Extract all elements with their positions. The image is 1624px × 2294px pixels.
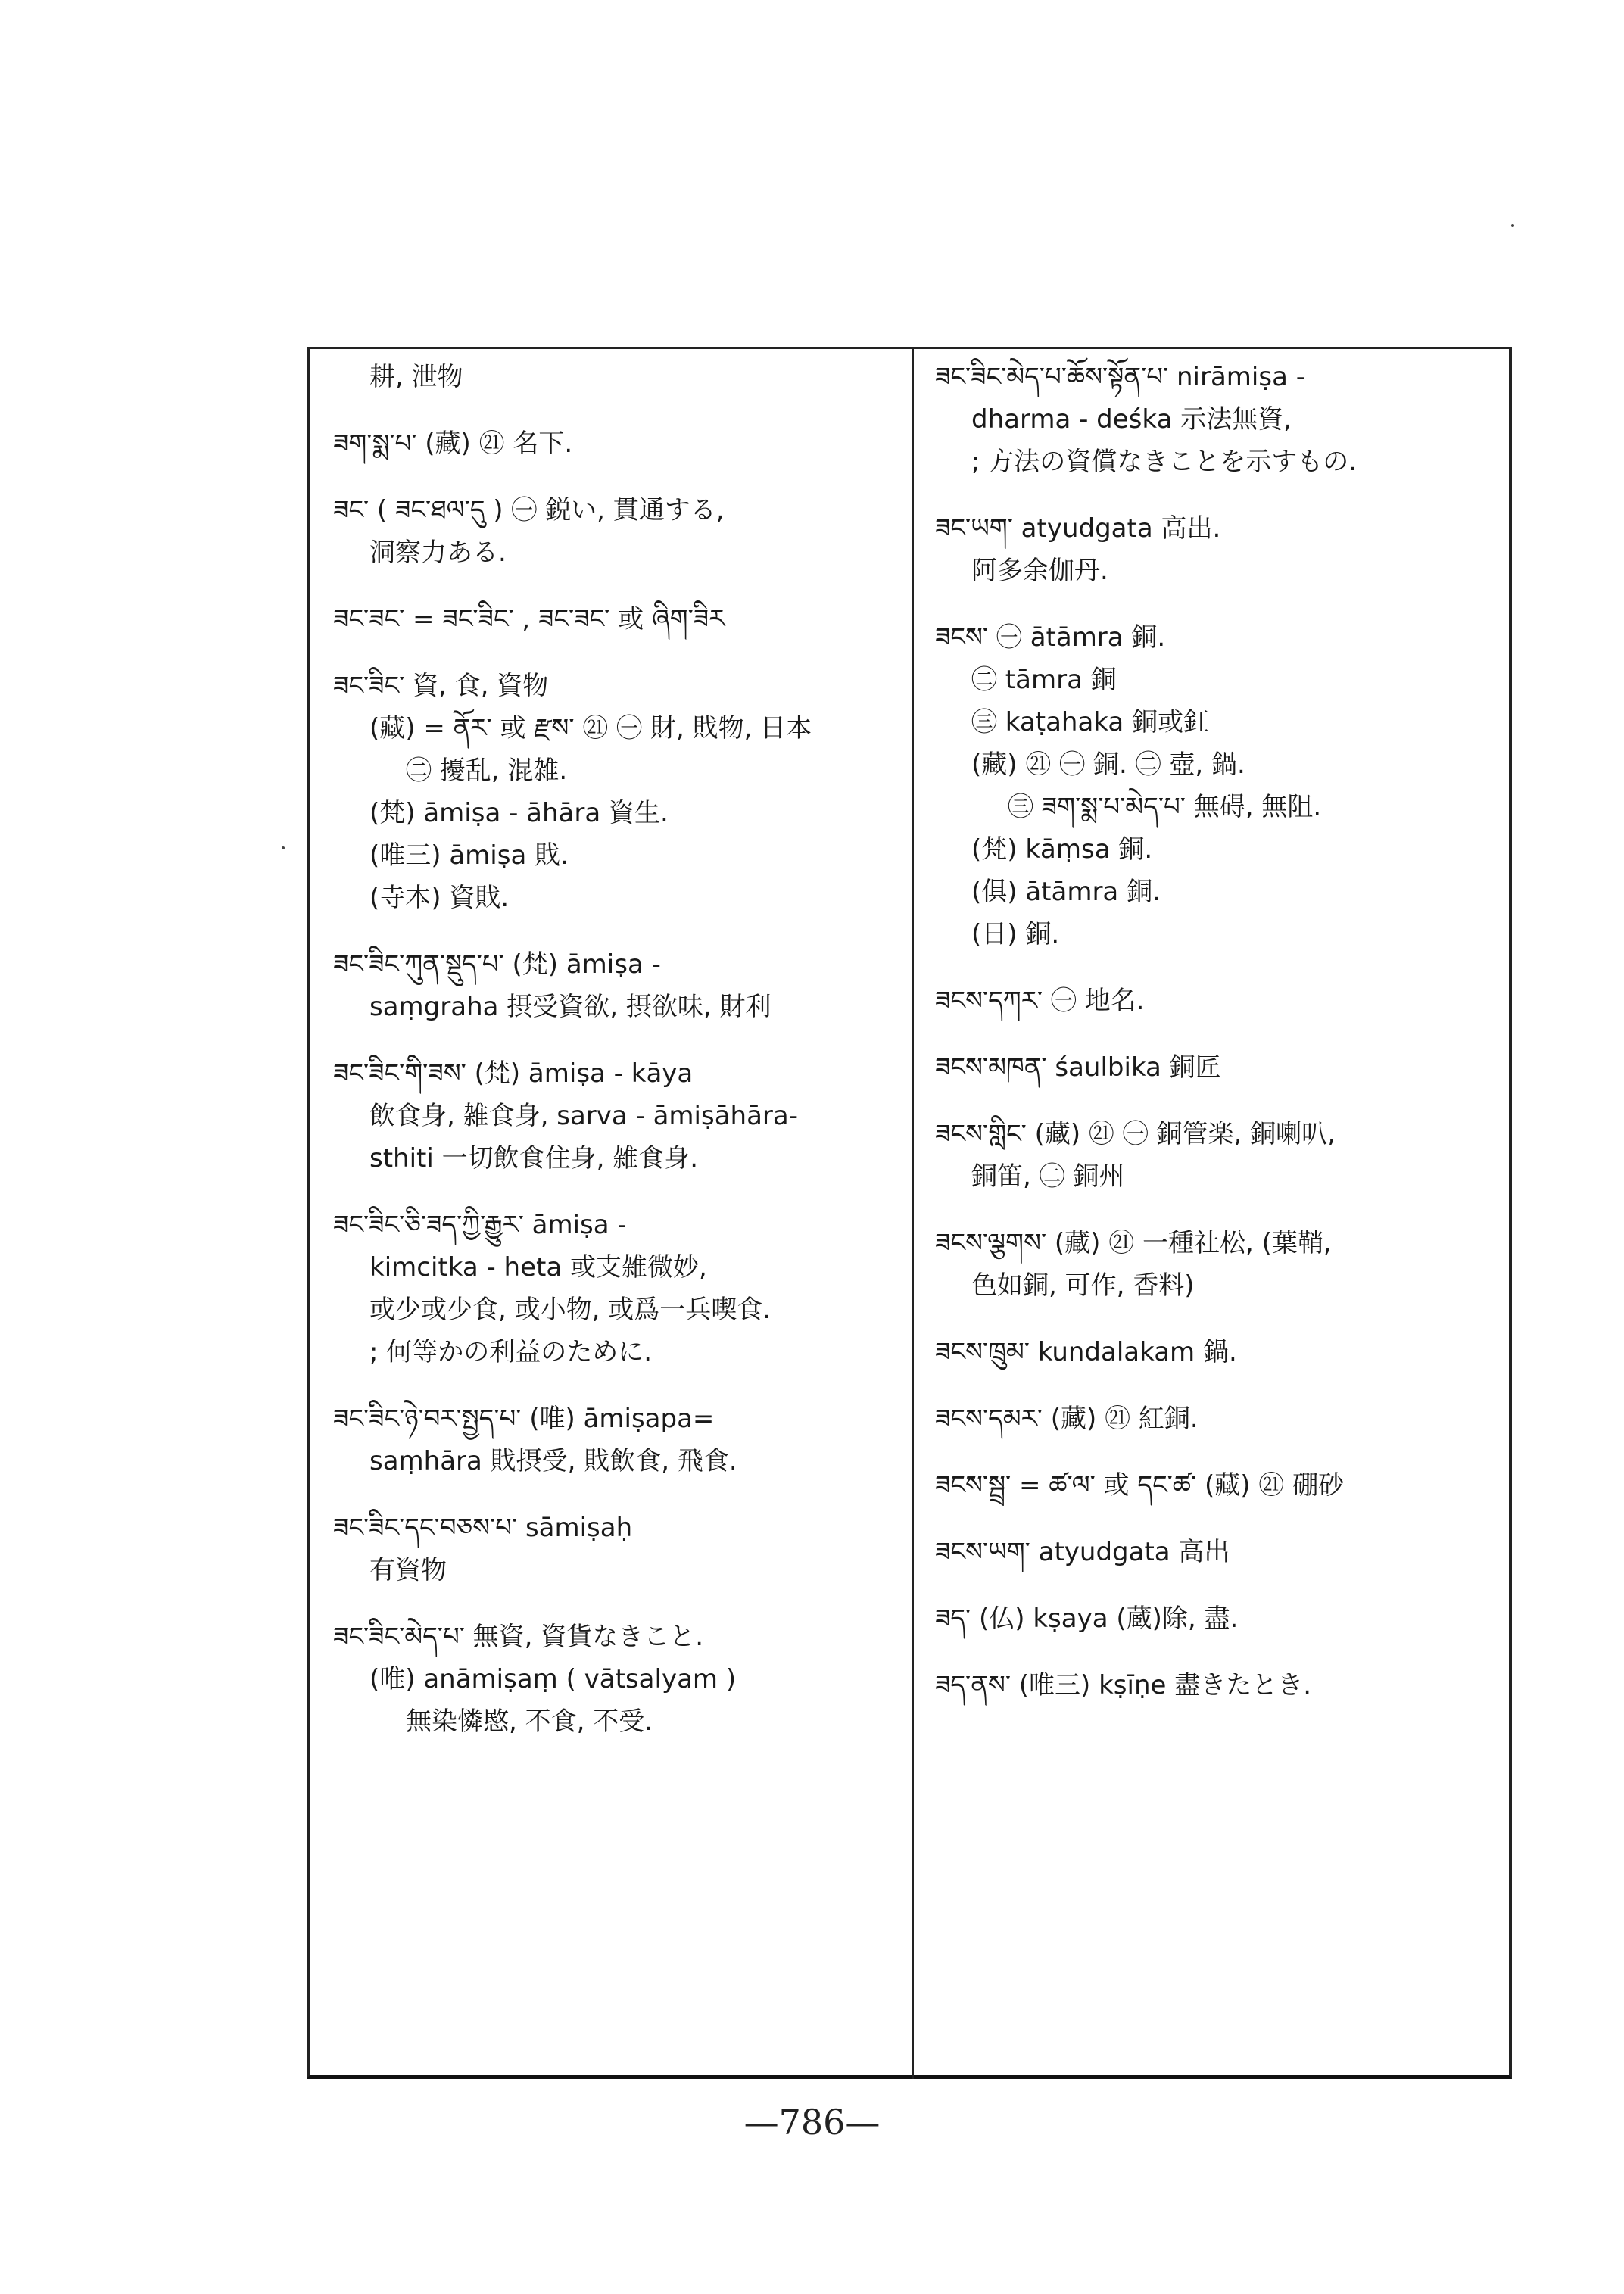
left-column	[333, 356, 893, 1767]
entry-headword-line: ཟངས་ཡག་ atyudgata 高出	[935, 1537, 1230, 1567]
entry-gloss-line: ㊁ 擾乱, 混雑.	[406, 756, 568, 786]
scan-speck	[1511, 224, 1514, 227]
entry-gloss-line: (寺本) 資戝.	[369, 883, 510, 913]
dictionary-entry	[935, 1464, 1503, 1507]
entry-gloss-line: ㊁ tāmra 銅	[971, 665, 1117, 695]
dictionary-entry	[935, 616, 1503, 955]
entry-headword-line: ཟངས་ལྕགས་ (藏) ㉑ 一種社松, (葉鞘,	[935, 1228, 1332, 1258]
entry-headword-line: ཟག་སྨ་པ་ (藏) ㉑ 名下.	[333, 429, 573, 459]
entry-headword-line: ཟང་ཟང་ = ཟང་ཟིང་ , ཟང་ཟང་ 或 ཞིག་ཟིར	[333, 604, 725, 634]
column-divider	[912, 347, 914, 2079]
entry-headword-line: ཟང་ཡག་ atyudgata 高出.	[935, 513, 1221, 544]
dictionary-entry	[333, 665, 893, 919]
dictionary-entry	[935, 1046, 1503, 1089]
dictionary-entry	[935, 356, 1503, 483]
dictionary-entry	[333, 356, 893, 398]
dictionary-entry	[935, 1331, 1503, 1373]
entry-gloss-line: 洞察力ある.	[369, 538, 507, 568]
entry-headword-line: ཟད་ནས་ (唯三) kṣīṇe 盡きたとき.	[935, 1670, 1312, 1700]
dictionary-entry	[333, 1507, 893, 1591]
entry-gloss-line: (俱) ātāmra 銅.	[971, 877, 1161, 907]
dictionary-entry	[935, 1222, 1503, 1307]
dictionary-entry	[333, 1204, 893, 1373]
dictionary-entry	[935, 1398, 1503, 1440]
entry-gloss-line: (唯三) āmiṣa 戝.	[369, 840, 569, 871]
dictionary-entry	[333, 1052, 893, 1180]
dictionary-entry	[333, 598, 893, 641]
entry-headword-line: ཟངས་སྦྲ་ = ཚ་ལ་ 或 དང་ཚ་ (藏) ㉑ 硼砂	[935, 1470, 1345, 1501]
entry-headword-line: ཟངས་ ㊀ ātāmra 銅.	[935, 622, 1166, 653]
dictionary-entry	[333, 943, 893, 1028]
entry-gloss-line: 或少或少食, 或小物, 或爲一兵喫食.	[369, 1295, 771, 1325]
entry-headword-line: ཟད་ (仏) kṣaya (蔵)除, 盡.	[935, 1604, 1239, 1634]
entry-headword-line: ཟང་ཟིང་དང་བཅས་པ་ sāmiṣaḥ	[333, 1513, 633, 1543]
dictionary-entry	[935, 507, 1503, 592]
entry-gloss-line: ㊂ ཟག་སྨ་པ་མེད་པ་ 無碍, 無阻.	[1008, 792, 1322, 822]
entry-headword-line: ཟངས་གླིང་ (藏) ㉑ ㊀ 銅管楽, 銅喇叭,	[935, 1119, 1336, 1149]
dictionary-entry	[333, 1398, 893, 1482]
entry-headword-line: ཟངས་དཀར་ ㊀ 地名.	[935, 986, 1145, 1016]
entry-gloss-line: 阿多余伽丹.	[971, 556, 1108, 586]
entry-gloss-line: ; 方法の資償なきことを示すもの.	[971, 447, 1357, 477]
entry-gloss-line: (藏) = ནོར་ 或 རྫས་ ㉑ ㊀ 財, 戝物, 日本	[369, 713, 812, 743]
entry-headword-line: ཟངས་དམར་ (藏) ㉑ 紅銅.	[935, 1404, 1199, 1434]
entry-gloss-line: (梵) kāṃsa 銅.	[971, 834, 1153, 865]
entry-headword-line: 耕, 泄物	[369, 362, 463, 392]
entry-headword-line: ཟང་ཟིང་མེད་པ་ 無資, 資貨なきこと.	[333, 1622, 704, 1652]
entry-gloss-line: (梵) āmiṣa - āhāra 資生.	[369, 798, 669, 828]
dictionary-entry	[333, 422, 893, 465]
dictionary-entry	[935, 980, 1503, 1022]
entry-gloss-line: kimcitka - heta 或支雑微妙,	[369, 1252, 707, 1283]
right-column	[935, 356, 1503, 1731]
dictionary-entry	[333, 1616, 893, 1743]
entry-gloss-line: 銅笛, ㊁ 銅州	[971, 1161, 1125, 1192]
entry-gloss-line: saṃgraha 摂受資欲, 摂欲味, 財利	[369, 992, 771, 1022]
dictionary-entry	[935, 1664, 1503, 1706]
dictionary-entry	[935, 1597, 1503, 1640]
entry-gloss-line: 無染憐愍, 不食, 不受.	[406, 1706, 653, 1737]
entry-gloss-line: (藏) ㉑ ㊀ 銅. ㊁ 壺, 鍋.	[971, 750, 1245, 780]
entry-gloss-line: ㊂ kaṭahaka 銅或釭	[971, 707, 1210, 737]
entry-gloss-line: 飲食身, 雑食身, sarva - āmiṣāhāra-	[369, 1101, 799, 1131]
dictionary-entry	[935, 1531, 1503, 1573]
entry-gloss-line: (唯) anāmiṣaṃ ( vātsalyam )	[369, 1664, 737, 1694]
page-number: —786—	[743, 2102, 881, 2143]
entry-headword-line: ཟང་ཟིང་ཉེ་བར་སྤྱད་པ་ (唯) āmiṣapa=	[333, 1404, 715, 1434]
entry-gloss-line: sthiti 一切飲食住身, 雑食身.	[369, 1143, 699, 1173]
entry-gloss-line: 色如銅, 可作, 香料)	[971, 1270, 1195, 1301]
entry-gloss-line: (日) 銅.	[971, 919, 1060, 949]
entry-headword-line: ཟང་ཟིང་གི་ཟས་ (梵) āmiṣa - kāya	[333, 1058, 694, 1089]
dictionary-entry	[935, 1113, 1503, 1198]
entry-headword-line: ཟང་ཟིང་ 資, 食, 資物	[333, 671, 549, 701]
entry-gloss-line: ; 何等かの利益のために.	[369, 1337, 653, 1367]
entry-headword-line: ཟང་ཟིང་ཀུན་སྡུད་པ་ (梵) āmiṣa -	[333, 949, 661, 980]
entry-gloss-line: saṃhāra 戝摂受, 戝飲食, 飛食.	[369, 1446, 737, 1476]
entry-headword-line: ཟང་ཟིང་མེད་པ་ཆོས་སྟོན་པ་ nirāmiṣa -	[935, 362, 1305, 392]
entry-gloss-line: dharma - deśka 示法無資,	[971, 404, 1292, 435]
entry-gloss-line: 有資物	[369, 1555, 447, 1585]
scan-speck	[282, 846, 285, 849]
entry-headword-line: ཟང་ཟིང་ཅི་ཟད་ཀྱི་རྒྱུར་ āmiṣa -	[333, 1210, 627, 1240]
entry-headword-line: ཟང་ ( ཟང་ཐལ་དུ ) ㊀ 鋭い, 貫通する,	[333, 495, 725, 525]
dictionary-entry	[333, 489, 893, 574]
entry-headword-line: ཟངས་ཁྲུམ་ kundalakam 鍋.	[935, 1337, 1237, 1367]
entry-headword-line: ཟངས་མཁན་ śaulbika 銅匠	[935, 1052, 1221, 1083]
